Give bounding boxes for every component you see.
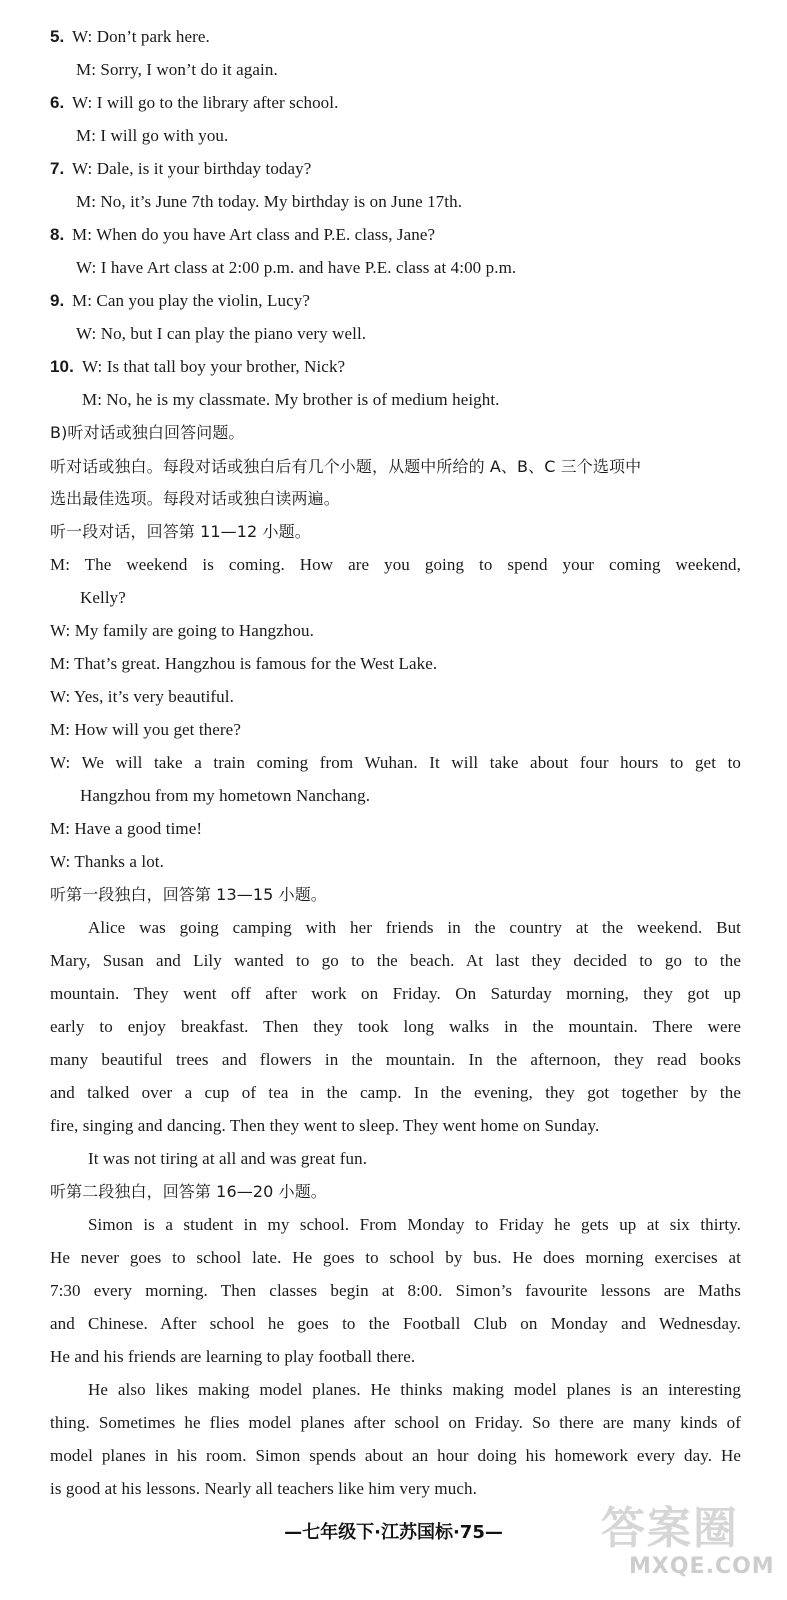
dialogue-line: Hangzhou from my hometown Nanchang. — [80, 786, 371, 805]
watermark-logo — [595, 1492, 773, 1596]
question-heading: 听第二段独白，回答第 16—20 小题。 — [50, 1182, 327, 1201]
paragraph-line: thing. Sometimes he flies model planes after school on Friday. So there are many kinds of — [50, 1413, 741, 1432]
paragraph-line: Simon is a student in my school. From Monday to Friday he gets up at six thirty. — [88, 1215, 741, 1234]
dialogue-line: W: Thanks a lot. — [50, 852, 164, 871]
paragraph-line: He and his friends are learning to play football there. — [50, 1347, 416, 1366]
dialogue-line: Kelly? — [80, 588, 126, 607]
watermark-url: MXQE.COM — [629, 1554, 775, 1579]
paragraph-line: is good at his lessons. Nearly all teachers like him very much. — [50, 1479, 477, 1498]
instruction-text: 选出最佳选项。每段对话或独白读两遍。 — [50, 489, 340, 508]
dialogue-line: 9. M: Can you play the violin, Lucy? — [50, 291, 310, 310]
dialogue-line: W: Yes, it’s very beautiful. — [50, 687, 234, 706]
dialogue-line: M: How will you get there? — [50, 720, 241, 739]
dialogue-line: W: I have Art class at 2:00 p.m. and have P.E. class at 4:00 p.m. — [76, 258, 517, 277]
page-footer: —七年级下·江苏国标·75— — [284, 1522, 503, 1543]
paragraph-line: Mary, Susan and Lily wanted to go to the beach. At last they decided to go to the — [50, 951, 741, 970]
dialogue-line: W: My family are going to Hangzhou. — [50, 621, 314, 640]
paragraph-line: model planes in his room. Simon spends about an hour doing his homework every day. He — [50, 1446, 741, 1465]
dialogue-line: W: We will take a train coming from Wuhan. It will take about four hours to get to — [50, 753, 741, 772]
paragraph-line: It was not tiring at all and was great fun. — [88, 1149, 368, 1168]
paragraph-line: 7:30 every morning. Then classes begin at 8:00. Simon’s favourite lessons are Maths — [50, 1281, 741, 1300]
section-heading: B)听对话或独白回答问题。 — [50, 423, 245, 442]
instruction-text: 听对话或独白。每段对话或独白后有几个小题，从题中所给的 A、B、C 三个选项中 — [50, 457, 642, 476]
dialogue-line: M: The weekend is coming. How are you going to spend your coming weekend, — [50, 555, 741, 574]
dialogue-line: M: Have a good time! — [50, 819, 203, 838]
paragraph-line: and talked over a cup of tea in the camp. In the evening, they got together by the — [50, 1083, 741, 1102]
dialogue-line: 7. W: Dale, is it your birthday today? — [50, 159, 312, 178]
dialogue-line: M: That’s great. Hangzhou is famous for the West Lake. — [50, 654, 438, 673]
dialogue-line: W: No, but I can play the piano very well. — [76, 324, 367, 343]
watermark-text: 答案圈 — [601, 1503, 739, 1554]
dialogue-line: M: No, he is my classmate. My brother is of medium height. — [82, 390, 500, 409]
paragraph-line: many beautiful trees and flowers in the mountain. In the afternoon, they read books — [50, 1050, 741, 1069]
dialogue-line: 6. W: I will go to the library after school. — [50, 93, 339, 112]
dialogue-line: 10. W: Is that tall boy your brother, Nick? — [50, 357, 346, 376]
paragraph-line: mountain. They went off after work on Friday. On Saturday morning, they got up — [50, 984, 741, 1003]
paragraph-line: Alice was going camping with her friends in the country at the weekend. But — [88, 918, 741, 937]
paragraph-line: fire, singing and dancing. Then they went to sleep. They went home on Sunday. — [50, 1116, 600, 1135]
paragraph-line: He never goes to school late. He goes to school by bus. He does morning exercises at — [50, 1248, 741, 1267]
question-heading: 听一段对话，回答第 11—12 小题。 — [50, 522, 311, 541]
paragraph-line: He also likes making model planes. He thinks making model planes is an interesting — [88, 1380, 741, 1399]
dialogue-line: M: I will go with you. — [76, 126, 229, 145]
dialogue-line: M: No, it’s June 7th today. My birthday is on June 17th. — [76, 192, 463, 211]
paragraph-line: and Chinese. After school he goes to the Football Club on Monday and Wednesday. — [50, 1314, 741, 1333]
question-heading: 听第一段独白，回答第 13—15 小题。 — [50, 885, 327, 904]
dialogue-line: M: Sorry, I won’t do it again. — [76, 60, 278, 79]
dialogue-line: 8. M: When do you have Art class and P.E. class, Jane? — [50, 225, 436, 244]
paragraph-line: early to enjoy breakfast. Then they took long walks in the mountain. There were — [50, 1017, 741, 1036]
dialogue-line: 5. W: Don’t park here. — [50, 27, 210, 46]
